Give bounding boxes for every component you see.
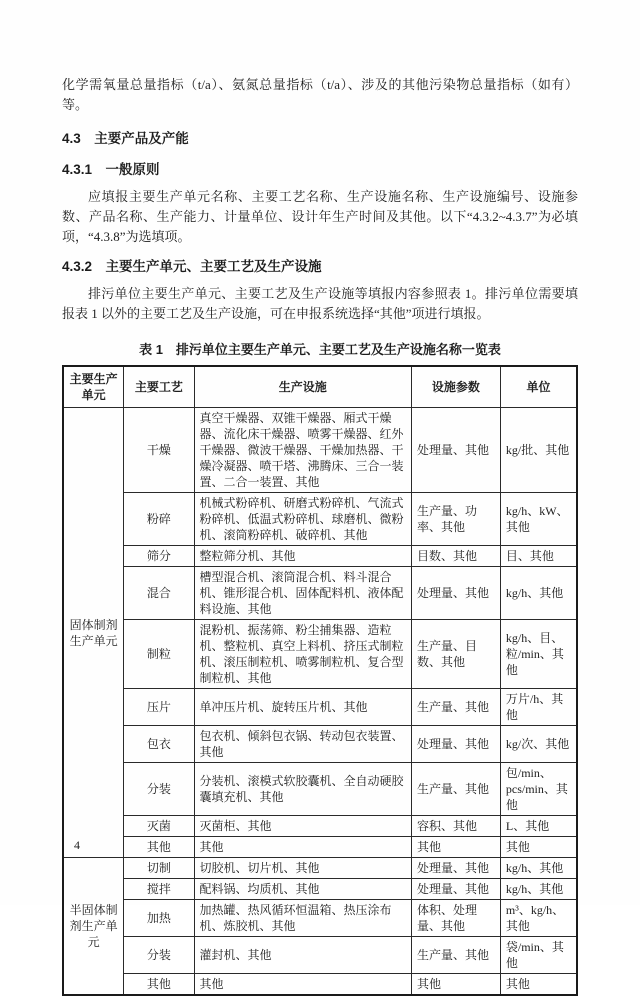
process-cell: 切制 — [124, 858, 194, 879]
process-cell: 包衣 — [124, 726, 194, 763]
facilities-cell: 真空干燥器、双锥干燥器、厢式干燥器、流化床干燥器、喷雾干燥器、红外干燥器、微波干燥器、干燥加热器、干燥冷凝器、喷干塔、沸腾床、三合一装置、二合一装置、其他 — [194, 408, 411, 493]
col-header-params: 设施参数 — [411, 366, 500, 408]
facilities-cell: 其他 — [194, 974, 411, 996]
facilities-cell: 整粒筛分机、其他 — [194, 546, 411, 567]
heading-4-3: 4.3 主要产品及产能 — [62, 131, 189, 146]
production-units-table — [62, 365, 578, 996]
params-cell: 生产量、其他 — [411, 763, 500, 816]
col-header-process: 主要工艺 — [124, 366, 194, 408]
params-cell: 处理量、其他 — [411, 408, 500, 493]
production-unit-cell: 固体制剂生产单元 — [63, 408, 124, 858]
table-title: 表 1 排污单位主要生产单元、主要工艺及生产设施名称一览表 — [139, 342, 501, 357]
measure-unit-cell: L、其他 — [500, 816, 577, 837]
process-cell: 分装 — [124, 763, 194, 816]
table-row — [63, 493, 577, 546]
params-cell: 其他 — [411, 974, 500, 996]
process-cell: 其他 — [124, 837, 194, 858]
process-cell: 分装 — [124, 937, 194, 974]
params-cell: 目数、其他 — [411, 546, 500, 567]
table-header — [63, 366, 577, 408]
table-row — [63, 858, 577, 879]
facilities-cell: 包衣机、倾斜包衣锅、转动包衣装置、其他 — [194, 726, 411, 763]
facilities-cell: 加热罐、热风循环恒温箱、热压涂布机、炼胶机、其他 — [194, 900, 411, 937]
table-row — [63, 837, 577, 858]
facilities-cell: 配料锅、均质机、其他 — [194, 879, 411, 900]
measure-unit-cell: 袋/min、其他 — [500, 937, 577, 974]
measure-unit-cell: kg/h、其他 — [500, 858, 577, 879]
table-body — [63, 408, 577, 996]
params-cell: 处理量、其他 — [411, 567, 500, 620]
params-cell: 生产量、其他 — [411, 689, 500, 726]
process-cell: 搅拌 — [124, 879, 194, 900]
facilities-cell: 切胶机、切片机、其他 — [194, 858, 411, 879]
measure-unit-cell: 包/min、pcs/min、其他 — [500, 763, 577, 816]
params-cell: 生产量、其他 — [411, 937, 500, 974]
params-cell: 容积、其他 — [411, 816, 500, 837]
facilities-cell: 灌封机、其他 — [194, 937, 411, 974]
facilities-cell: 灭菌柜、其他 — [194, 816, 411, 837]
table-row — [63, 726, 577, 763]
facilities-cell: 机械式粉碎机、研磨式粉碎机、气流式粉碎机、低温式粉碎机、球磨机、微粉机、滚筒粉碎机、破碎机、其他 — [194, 493, 411, 546]
measure-unit-cell: 其他 — [500, 974, 577, 996]
params-cell: 处理量、其他 — [411, 726, 500, 763]
process-cell: 粉碎 — [124, 493, 194, 546]
table-row — [63, 620, 577, 689]
table-row — [63, 900, 577, 937]
process-cell: 其他 — [124, 974, 194, 996]
process-cell: 压片 — [124, 689, 194, 726]
col-header-facilities: 生产设施 — [194, 366, 411, 408]
facilities-cell: 其他 — [194, 837, 411, 858]
intro-paragraph: 化学需氧量总量指标（t/a）、氨氮总量指标（t/a）、涉及的其他污染物总量指标（如有）等。 — [62, 77, 578, 112]
measure-unit-cell: kg/次、其他 — [500, 726, 577, 763]
facilities-cell: 混粉机、振荡筛、粉尘捕集器、造粒机、整粒机、真空上料机、挤压式制粒机、滚压制粒机、喷雾制粒机、复合型制粒机、其他 — [194, 620, 411, 689]
paragraph-4-3-1: 应填报主要生产单元名称、主要工艺名称、生产设施名称、生产设施编号、设施参数、产品名称、生产能力、计量单位、设计年生产时间及其他。以下“4.3.2~4.3.7”为必填项，“4.3.8”为选填项。 — [62, 189, 578, 244]
heading-4-3-1: 4.3.1 一般原则 — [62, 162, 160, 177]
table-row — [63, 567, 577, 620]
table-row — [63, 974, 577, 996]
measure-unit-cell: kg/h、目、粒/min、其他 — [500, 620, 577, 689]
page-number: 4 — [74, 838, 80, 852]
process-cell: 筛分 — [124, 546, 194, 567]
col-header-unit: 单位 — [500, 366, 577, 408]
facilities-cell: 单冲压片机、旋转压片机、其他 — [194, 689, 411, 726]
measure-unit-cell: m³、kg/h、其他 — [500, 900, 577, 937]
facilities-cell: 槽型混合机、滚筒混合机、料斗混合机、锥形混合机、固体配料机、液体配料设施、其他 — [194, 567, 411, 620]
params-cell: 其他 — [411, 837, 500, 858]
production-unit-cell: 半固体制剂生产单元 — [63, 858, 124, 996]
table-row — [63, 763, 577, 816]
table-row — [63, 408, 577, 493]
params-cell: 生产量、功率、其他 — [411, 493, 500, 546]
table-header-row — [63, 366, 577, 408]
measure-unit-cell: 目、其他 — [500, 546, 577, 567]
measure-unit-cell: kg/h、其他 — [500, 879, 577, 900]
measure-unit-cell: kg/批、其他 — [500, 408, 577, 493]
table-row — [63, 816, 577, 837]
process-cell: 加热 — [124, 900, 194, 937]
params-cell: 生产量、目数、其他 — [411, 620, 500, 689]
process-cell: 灭菌 — [124, 816, 194, 837]
heading-4-3-2: 4.3.2 主要生产单元、主要工艺及生产设施 — [62, 259, 322, 274]
params-cell: 体积、处理量、其他 — [411, 900, 500, 937]
table-row — [63, 689, 577, 726]
process-cell: 制粒 — [124, 620, 194, 689]
measure-unit-cell: kg/h、其他 — [500, 567, 577, 620]
process-cell: 混合 — [124, 567, 194, 620]
params-cell: 处理量、其他 — [411, 858, 500, 879]
process-cell: 干燥 — [124, 408, 194, 493]
table-row — [63, 937, 577, 974]
page-content — [62, 75, 578, 996]
facilities-cell: 分装机、滚模式软胶囊机、全自动硬胶囊填充机、其他 — [194, 763, 411, 816]
table-row — [63, 879, 577, 900]
col-header-production-unit: 主要生产单元 — [63, 366, 124, 408]
measure-unit-cell: 万片/h、其他 — [500, 689, 577, 726]
table-row — [63, 546, 577, 567]
params-cell: 处理量、其他 — [411, 879, 500, 900]
paragraph-4-3-2: 排污单位主要生产单元、主要工艺及生产设施等填报内容参照表 1。排污单位需要填报表 1 以外的主要工艺及生产设施，可在申报系统选择“其他”项进行填报。 — [62, 286, 578, 321]
measure-unit-cell: kg/h、kW、其他 — [500, 493, 577, 546]
measure-unit-cell: 其他 — [500, 837, 577, 858]
